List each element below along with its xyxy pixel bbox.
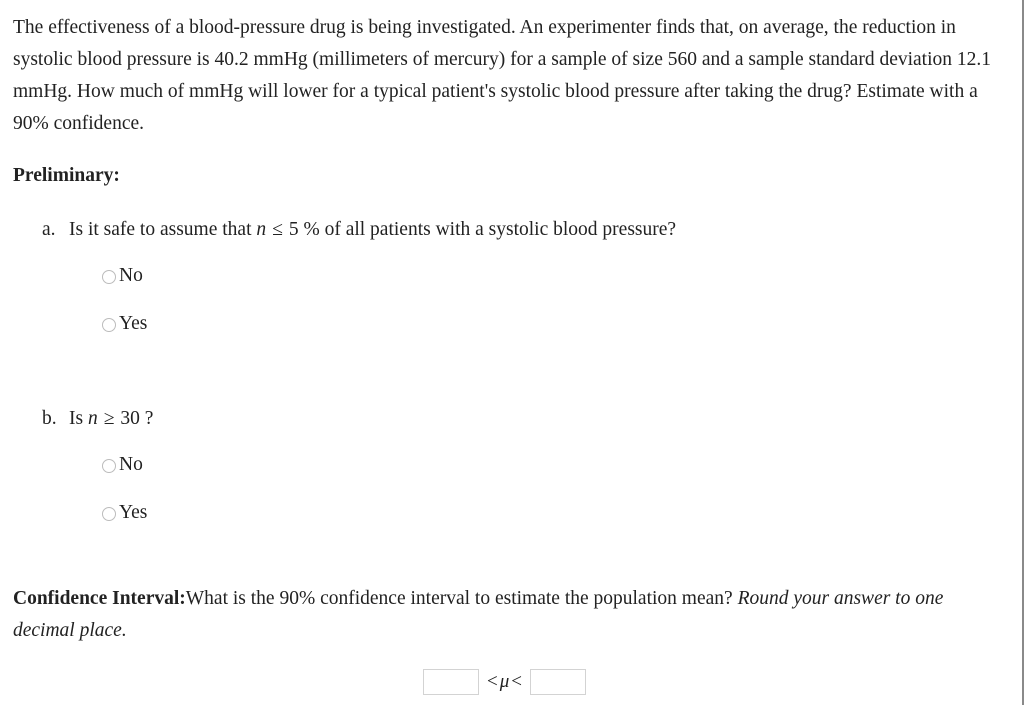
confidence-interval-label: Confidence Interval: <box>13 588 186 609</box>
question-a-text-before: Is it safe to assume that <box>69 219 252 240</box>
question-b-operator: ≥ <box>103 408 115 429</box>
confidence-interval-question <box>13 583 1008 647</box>
question-a-marker: a. <box>42 219 56 240</box>
question-b-yes-label: Yes <box>119 502 148 523</box>
question-a-variable: n <box>256 219 267 240</box>
question-a <box>42 218 676 242</box>
question-a-yes-label: Yes <box>119 313 148 334</box>
question-b-option-yes[interactable] <box>102 501 147 525</box>
preliminary-heading: Preliminary: <box>13 165 120 186</box>
question-a-value: 5 % <box>288 219 320 240</box>
question-a-no-radio[interactable] <box>102 270 116 284</box>
mu-symbol: μ <box>499 671 510 692</box>
question-b-no-label: No <box>119 454 143 475</box>
less-than-symbol-2: < <box>511 671 522 692</box>
question-b-yes-radio[interactable] <box>102 507 116 521</box>
upper-bound-input[interactable] <box>530 669 586 695</box>
question-a-text-after: of all patients with a systolic blood pressure? <box>324 219 677 240</box>
interval-symbol <box>479 671 530 693</box>
lower-bound-input[interactable] <box>423 669 479 695</box>
question-a-option-no[interactable] <box>102 264 143 288</box>
question-a-operator: ≤ <box>272 219 283 240</box>
question-b-no-radio[interactable] <box>102 459 116 473</box>
question-b-value: 30 ? <box>120 408 154 429</box>
question-a-no-label: No <box>119 265 143 286</box>
confidence-interval-instruction: Round your answer to one decimal place. <box>13 588 944 641</box>
question-a-yes-radio[interactable] <box>102 318 116 332</box>
confidence-interval-answer <box>423 668 586 696</box>
problem-statement: The effectiveness of a blood-pressure drug is being investigated. An experimenter finds that, on average, the reduction in systolic blood pressure is 40.2 mmHg (millimeters of mercury) for a sample of size 560 and a sample standard deviation 12.1 mmHg. How much of mmHg will lower for a typical patient's systolic blood pressure after taking the drug? Estimate with a 90% confidence. <box>13 17 992 134</box>
less-than-symbol-1: < <box>487 671 498 692</box>
question-b-text-before: Is <box>69 408 84 429</box>
question-b <box>42 407 153 431</box>
question-b-option-no[interactable] <box>102 453 143 477</box>
question-b-marker: b. <box>42 408 57 429</box>
question-a-option-yes[interactable] <box>102 312 147 336</box>
question-b-variable: n <box>87 408 98 429</box>
confidence-interval-text: What is the 90% confidence interval to estimate the population mean? <box>185 588 733 609</box>
